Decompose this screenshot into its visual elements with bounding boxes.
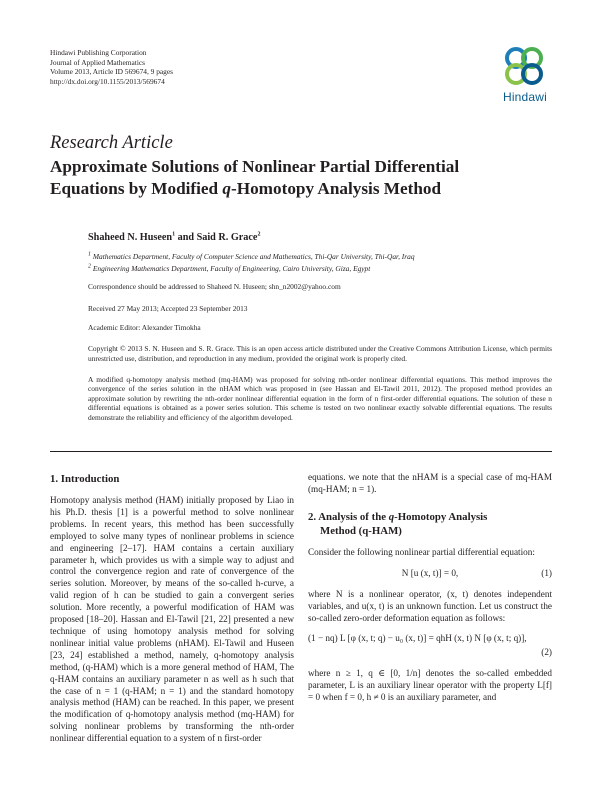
abstract: A modified q-homotopy analysis method (mq-HAM) was proposed for solving nth-order nonlinear differential equations. This method improves the convergence of the series solution in the nHAM which was proposed in (see Hassan and El-Tawil 2011, 2012). The proposed method provides an approximate solution by rewriting the nth-order nonlinear differential equation in the form of n first-order differential equations. The solution of these n differential equations is obtained as a power series solution. This scheme is tested on two nonlinear exactly solvable differential equations. The results demonstrate the reliability and efficiency of the algorithm developed. — [88, 375, 552, 422]
volume-info: Volume 2013, Article ID 569674, 9 pages — [50, 67, 174, 76]
author-1: Shaheed N. Huseen — [88, 232, 173, 243]
right-column — [308, 472, 552, 704]
section-1-heading: 1. Introduction — [50, 473, 120, 485]
hindawi-logo — [494, 44, 556, 106]
equation-2-number: (2) — [541, 647, 552, 658]
author-list: Shaheed N. Huseen$^1$ and Said R. Grace$^2$ — [88, 231, 261, 243]
hindawi-wordmark: Hindawi — [502, 90, 548, 104]
equation-1-number: (1) — [541, 567, 552, 578]
journal-name: Journal of Applied Mathematics — [50, 57, 146, 67]
continued-paragraph: equations. we note that the nHAM is a special case of mq-HAM (mq-HAM; n = 1). — [308, 472, 552, 494]
section-2-paragraph-1: Consider the following nonlinear partial differential equation: — [308, 546, 535, 557]
correspondence: Correspondence should be addressed to Shaheed N. Huseen; shn_n2002@yahoo.com — [88, 282, 341, 291]
section-2-paragraph-3: where n ≥ 1, q ∈ [0, 1/n] denotes the so-called embedded parameter, L is an auxiliary linear operator with the property L[f] = 0 when f = 0, h ≠ 0 is an auxiliary parameter, and — [308, 668, 552, 703]
author-2: Said R. Grace — [196, 232, 258, 243]
copyright-notice: Copyright © 2013 S. N. Huseen and S. R. Grace. This is an open access article distributed under the Creative Commons Attribution License, which permits unrestricted use, distribution, and reproduction in any medium, provided the original work is properly cited. — [88, 344, 552, 363]
received-dates: Received 27 May 2013; Accepted 23 September 2013 — [88, 304, 248, 313]
journal-header — [50, 48, 173, 86]
equation-1: N [u (x, t)] = 0, (1) — [401, 567, 552, 578]
publisher-name: Hindawi Publishing Corporation — [50, 48, 147, 57]
divider — [50, 451, 552, 452]
title-line-1: Approximate Solutions of Nonlinear Partial Differential — [50, 157, 460, 176]
affiliation-2: $^2$ Engineering Mathematics Department, Faculty of Engineering, Cairo University, Giza, Egypt — [88, 263, 371, 273]
section-2-heading: 2. Analysis of the q-Homotopy Analysis Method (q-HAM) — [308, 510, 488, 537]
introduction-paragraph: Homotopy analysis method (HAM) initially proposed by Liao in his Ph.D. thesis [1] is a powerful method to solve nonlinear problems. In recent years, this method has been successfully employed to solve many types of nonlinear problems in science and engineering [2–17]. HAM contains a certain auxiliary parameter h, which provides us with a simple way to adjust and control the convergence region and rate of convergence of the series solution. Moreover, by means of the so-called h-curve, a valid region of h can be studied to gain a convergent series solution. More recently, a powerful modification of HAM was proposed [18–20]. Hassan and El-Tawil [21, 22] presented a new technique of using homotopy analysis method for solving nonlinear initial value problems (nHAM). El-Tawil and Huseen [23, 24] established a method, namely, q-homotopy analysis method, (q-HAM) which is a more general method of HAM, The q-HAM contains an auxiliary parameter n as well as h such that the case of n = 1 (q-HAM; n = 1) and the standard homotopy analysis method (HAM) can be reached. In this paper, we present the modification of q-homotopy analysis method (mq-HAM) for solving nonlinear problems by transforming the nth-order nonlinear differential equation to a system of n first-order — [50, 495, 294, 744]
title-line-2: Equations by Modified q-Homotopy Analysis Method — [50, 179, 442, 198]
article-type: Research Article — [50, 133, 173, 153]
hindawi-rings-icon — [494, 44, 556, 90]
affiliation-1: $^1$ Mathematics Department, Faculty of Computer Science and Mathematics, Thi-Qar University, Thi-Qar, Iraq — [88, 251, 415, 261]
academic-editor: Academic Editor: Alexander Timokha — [88, 323, 201, 332]
section-2-paragraph-2: where N is a nonlinear operator, (x, t) denotes independent variables, and u(x, t) is an unknown function. Let us construct the so-called zero-order deformation equation as follows: — [308, 588, 552, 623]
paper-title — [50, 156, 520, 200]
left-column — [50, 472, 294, 745]
equation-2: (1 − nq) L [φ (x, t; q) − u₀ (x, t)] = qhH (x, t) N [φ (x, t; q)], (2) — [308, 633, 552, 658]
doi-link[interactable]: http://dx.doi.org/10.1155/2013/569674 — [50, 76, 165, 86]
